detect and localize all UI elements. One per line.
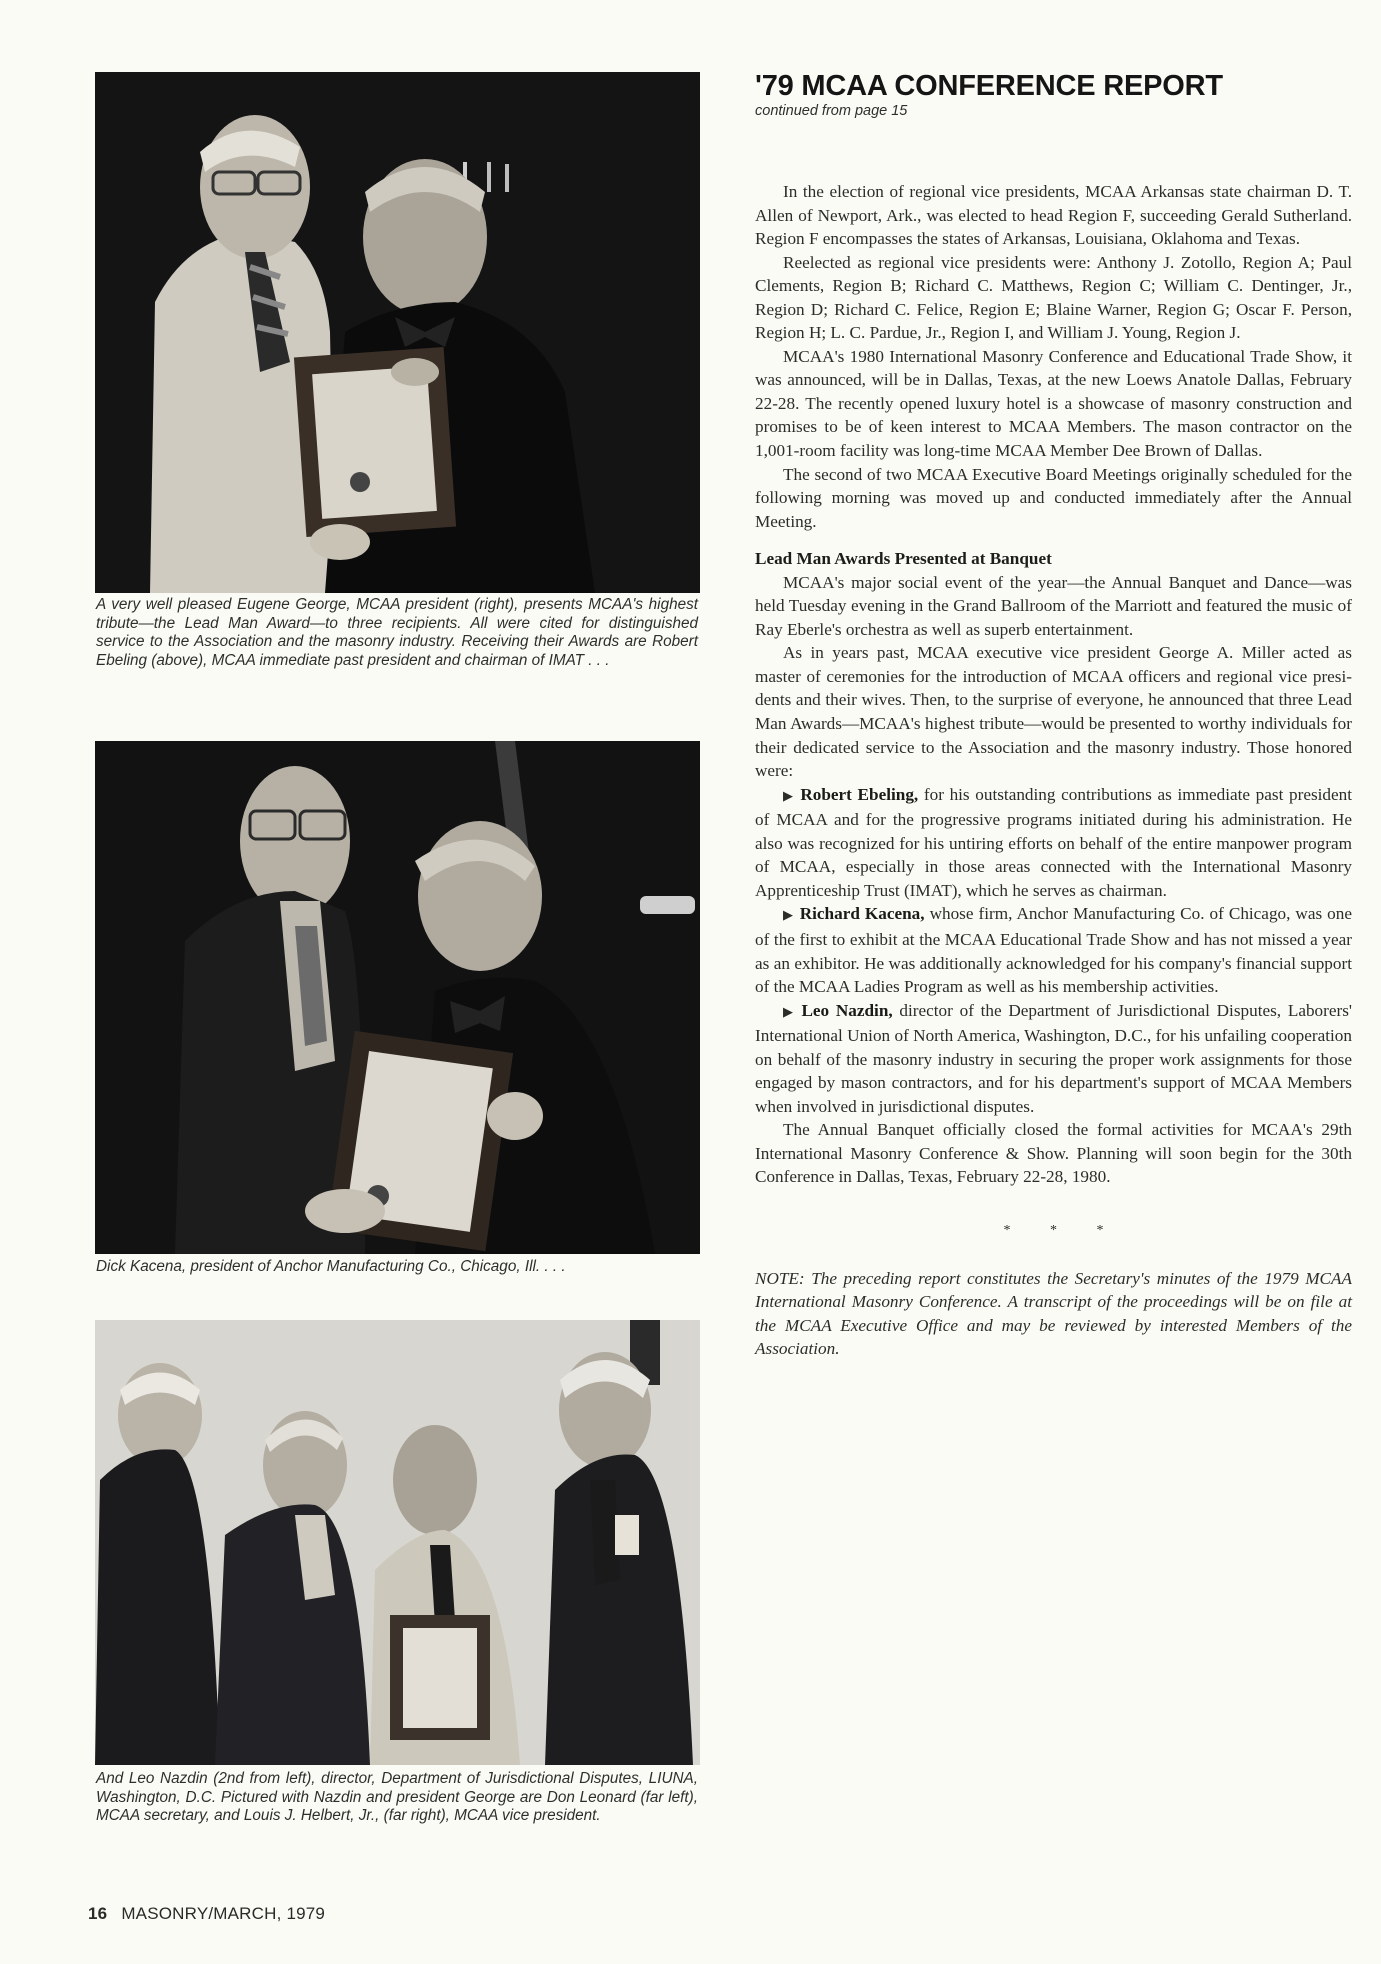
award-item bbox=[755, 783, 1352, 903]
paragraph-ceremonies: As in years past, MCAA executive vice president George A. Miller acted as master of ceremonies for the introduction of MCAA officers and regional vice presidents and their wives. Then, to the surprise of everyone, he announced that three Lead Man Awards—MCAA's highest tribute—would be presented to worthy individuals for their dedicated service to the Association and the masonry industry. Those honored were: bbox=[755, 643, 1352, 781]
photo-kacena-illustration bbox=[95, 741, 700, 1254]
photo-nazdin-award bbox=[95, 1320, 700, 1765]
secretary-note: NOTE: The preceding report constitutes the Secretary's minutes of the 1979 MCAA International Masonry Conference. A transcript of the proceedings will be on file at the MCAA Executive Office and may be reviewed by interested Members of the Association. bbox=[755, 1268, 1352, 1359]
triangle-bullet-icon: ▶ bbox=[783, 788, 795, 804]
photo-nazdin-illustration bbox=[95, 1320, 700, 1765]
photo-ebeling-award bbox=[95, 72, 700, 593]
award-description: director of the Department of Jurisdictional Disputes, Laborers' International Union of North America, Washington, D.C., for his unfailing cooperation on behalf of the masonry industry in securing the proper work assignments for those engaged by mason contractors, and for his department's support of MCAA Members when involved in jurisdictional disputes. bbox=[755, 1000, 1352, 1116]
triangle-bullet-icon: ▶ bbox=[783, 908, 794, 924]
paragraph-banquet: MCAA's major social event of the year—the Annual Banquet and Dance—was held Tuesday evening in the Grand Ballroom of the Marriott and featured the music of Ray Eberle's orchestra as well as superb entertainment. bbox=[755, 572, 1352, 639]
award-description: whose firm, Anchor Manufacturing Co. of Chicago, was one of the first to exhibit at the MCAA Educational Trade Show and has not missed a year as an exhibitor. He was additionally acknowledged for his company's financial support of the MCAA Ladies Program as well as his membership activities. bbox=[755, 904, 1352, 997]
article-body bbox=[755, 180, 1352, 1361]
award-recipient-name: Richard Kacena, bbox=[799, 904, 925, 924]
award-recipient-name: Robert Ebeling, bbox=[800, 784, 919, 804]
section-heading: Lead Man Awards Presented at Banquet bbox=[755, 549, 1052, 569]
paragraph-executive-board: The second of two MCAA Executive Board Meetings originally scheduled for the following morning was moved up and conducted immediately after the Annual Meeting. bbox=[755, 464, 1352, 531]
photo-caption-nazdin: And Leo Nazdin (2nd from left), director, Department of Jurisdictional Disputes, LIUNA, Washington, D.C. Pictured with Nazdin and president George are Don Leonard (far left), MCAA secretary, and Louis J. Helbert, Jr., (far right), MCAA vice president. bbox=[96, 1770, 698, 1825]
page-number: 16 bbox=[88, 1904, 108, 1923]
award-description: for his outstanding contributions as immediate past president of MCAA and for the progressive programs initiated during his administration. He also was recognized for his untiring efforts on behalf of the entire manpower program of MCAA, especially in those areas connected with the International Masonry Apprenticeship Trust (IMAT), which he serves as chairman. bbox=[755, 784, 1353, 900]
paragraph-regional-election: In the election of regional vice presidents, MCAA Arkansas state chairman D. T. Allen of Newport, Ark., was elected to head Region F, succeeding Gerald Sutherland. Region F encompasses the states of Arkansas, Louisiana, Oklahoma and Texas. bbox=[755, 182, 1352, 249]
photo-caption-ebeling: A very well pleased Eugene George, MCAA president (right), presents MCAA's highest tribute—the Lead Man Award—to three recipients. All were cited for distinguished service to the Association and the masonry industry. Receiving their Awards are Robert Ebeling (above), MCAA immediate past president and chairman of IMAT . . . bbox=[96, 596, 698, 669]
award-item bbox=[755, 902, 1352, 998]
continued-from: continued from page 15 bbox=[755, 103, 908, 119]
award-item bbox=[755, 999, 1352, 1119]
page-footer bbox=[88, 1904, 325, 1924]
photo-ebeling-illustration bbox=[95, 72, 700, 593]
photo-kacena-award bbox=[95, 741, 700, 1254]
paragraph-closing: The Annual Banquet officially closed the formal activities for MCAA's 29th International Masonry Conference & Show. Planning will soon begin for the 30th Conference in Dallas, Texas, February 22-28, 1980. bbox=[755, 1120, 1352, 1187]
paragraph-1980-conference: MCAA's 1980 International Masonry Conference and Educational Trade Show, it was announced, will be in Dallas, Texas, at the new Loews Anatole Dallas, February 22-28. The recently opened luxury hotel is a showcase of masonry construction and promises to be of keen interest to MCAA Members. The mason contractor on the 1,001-room facility was long-time MCAA Member Dee Brown of Dallas. bbox=[755, 346, 1352, 461]
award-recipient-name: Leo Nazdin, bbox=[801, 1000, 893, 1020]
article-title: '79 MCAA CONFERENCE REPORT bbox=[755, 70, 1223, 102]
paragraph-reelected: Reelected as regional vice presidents were: Anthony J. Zotollo, Region A; Paul Clements, Region B; Richard C. Matthews, Region C; William C. Dentinger, Jr., Region D; Richard C. Felice, Region E; Blaine Warner, Region G; Oscar F. Person, Region H; L. C. Pardue, Jr., Region I, and William J. Young, Region J. bbox=[755, 252, 1352, 343]
section-separator: * * * bbox=[1003, 1222, 1122, 1238]
photo-caption-kacena: Dick Kacena, president of Anchor Manufacturing Co., Chicago, Ill. . . . bbox=[96, 1258, 566, 1275]
triangle-bullet-icon: ▶ bbox=[783, 1004, 796, 1020]
publication-line: MASONRY/MARCH, 1979 bbox=[121, 1904, 326, 1923]
